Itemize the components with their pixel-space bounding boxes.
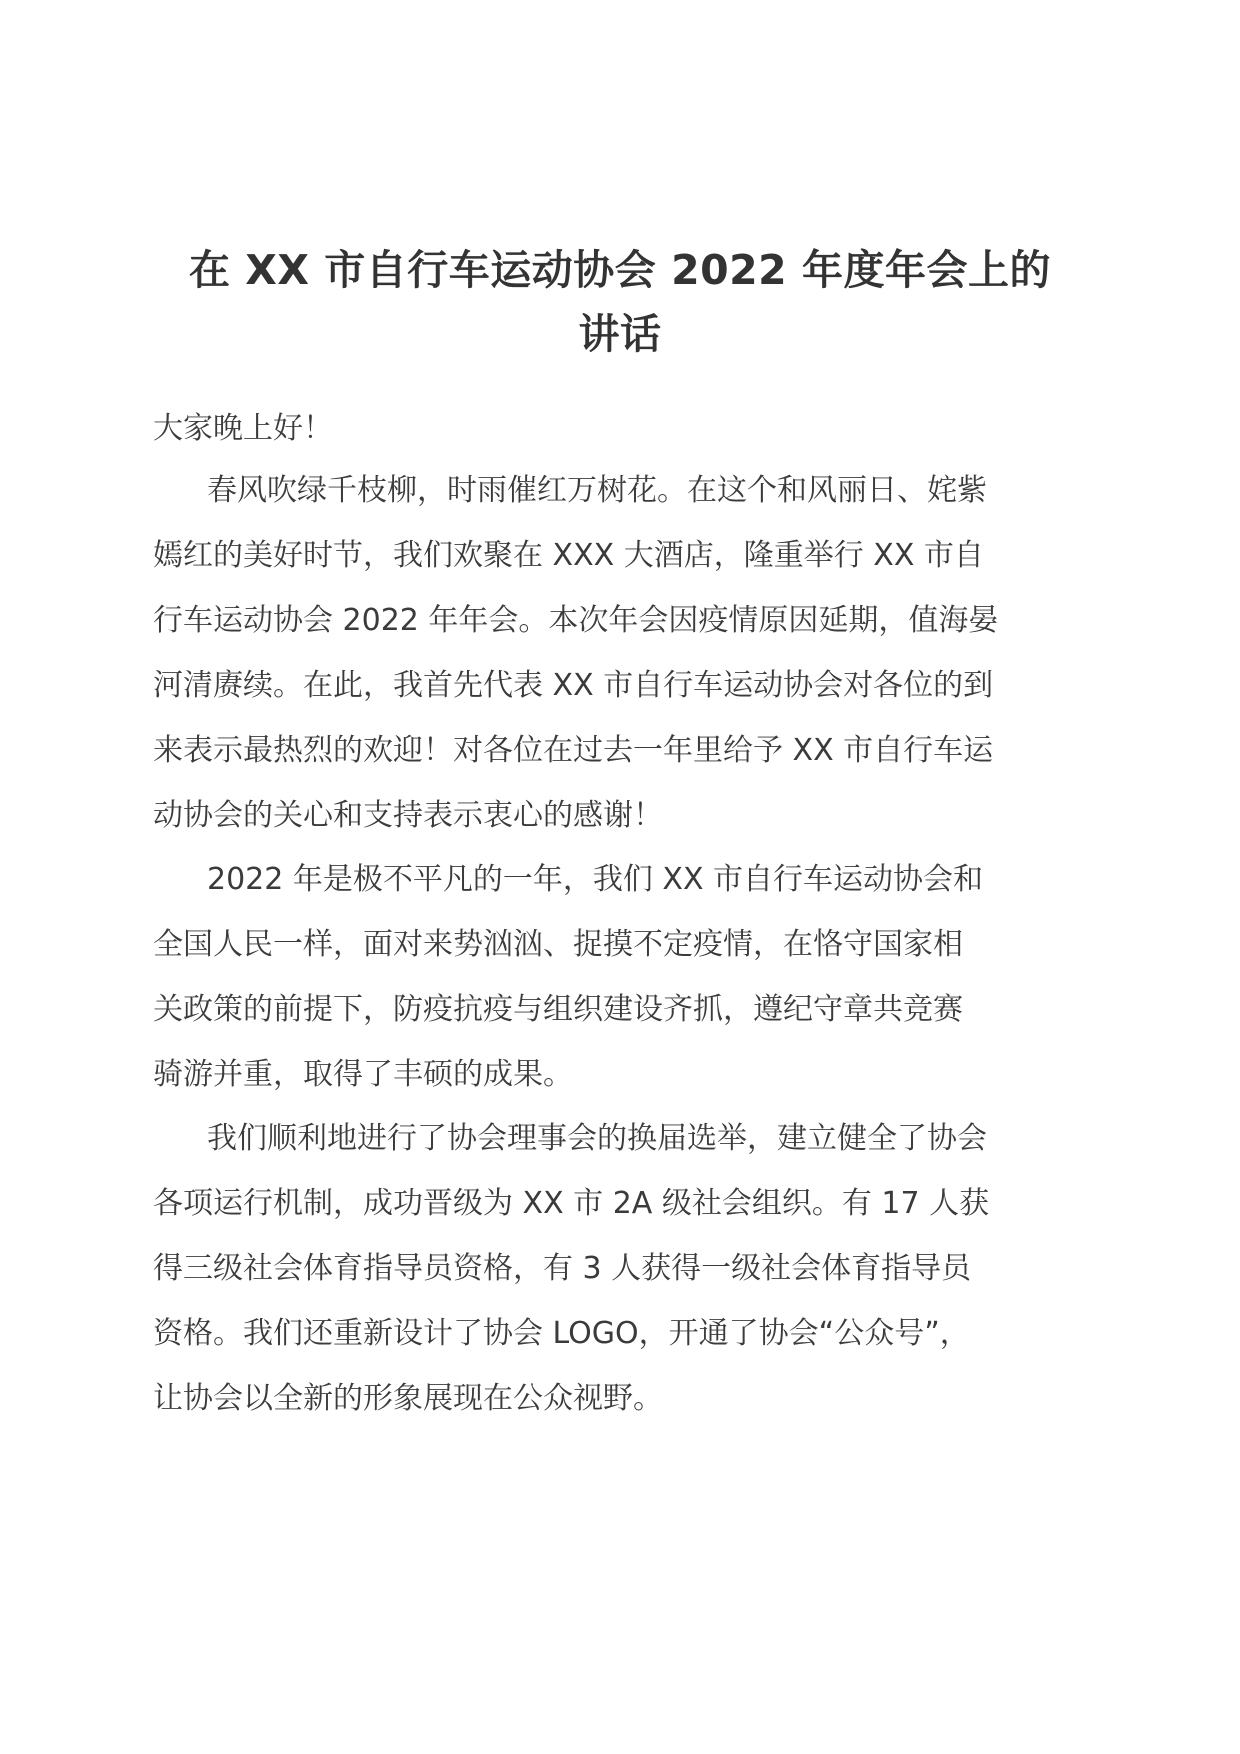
paragraph-welcome	[153, 458, 1113, 848]
paragraph-line: 全国人民一样，面对来势汹汹、捉摸不定疫情，在恪守国家相	[153, 927, 963, 962]
paragraph-line: 得三级社会体育指导员资格，有 3 人获得一级社会体育指导员	[153, 1251, 972, 1286]
paragraph-line: 河清赓续。在此，我首先代表 XX 市自行车运动协会对各位的到	[153, 668, 994, 703]
page-title	[150, 238, 1090, 366]
title-line: 在 XX 市自行车运动协会 2022 年度年会上的	[189, 246, 1051, 294]
paragraph-line: 2022 年是极不平凡的一年，我们 XX 市自行车运动协会和	[207, 862, 984, 897]
paragraph-line: 嫣红的美好时节，我们欢聚在 XXX 大酒店，隆重举行 XX 市自	[153, 538, 984, 573]
paragraph-line: 让协会以全新的形象展现在公众视野。	[153, 1381, 663, 1416]
paragraph-line: 骑游并重，取得了丰硕的成果。	[153, 1057, 573, 1092]
paragraph-line: 各项运行机制，成功晋级为 XX 市 2A 级社会组织。有 17 人获	[153, 1186, 990, 1221]
paragraph-line: 春风吹绿千枝柳，时雨催红万树花。在这个和风丽日、姹紫	[207, 473, 987, 508]
title-line: 讲话	[578, 310, 662, 358]
paragraph-line: 资格。我们还重新设计了协会 LOGO，开通了协会“公众号”，	[153, 1316, 970, 1351]
greeting-text: 大家晚上好！	[153, 411, 333, 446]
paragraph-line: 行车运动协会 2022 年年会。本次年会因疫情原因延期，值海晏	[153, 603, 999, 638]
paragraph-line: 关政策的前提下，防疫抗疫与组织建设齐抓，遵纪守章共竞赛	[153, 992, 963, 1027]
paragraph-review	[153, 847, 1113, 1107]
paragraph-line: 来表示最热烈的欢迎！对各位在过去一年里给予 XX 市自行车运	[153, 733, 994, 768]
paragraph-line: 我们顺利地进行了协会理事会的换届选举，建立健全了协会	[207, 1121, 987, 1156]
paragraph-achievements	[153, 1106, 1113, 1431]
paragraph-line: 动协会的关心和支持表示衷心的感谢！	[153, 798, 663, 833]
